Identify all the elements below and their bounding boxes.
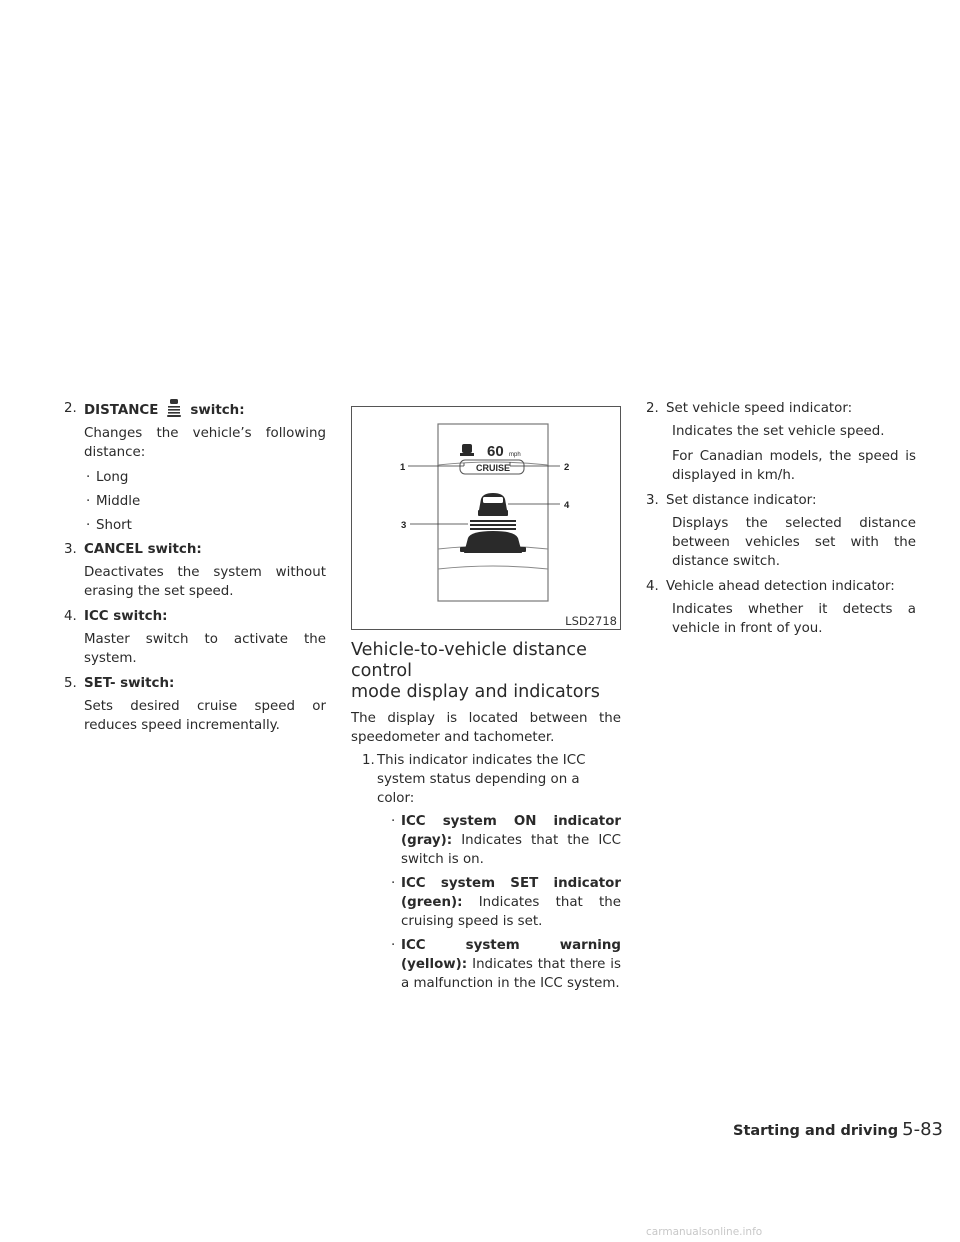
list-item-short [84,516,326,535]
list-item-warning [389,936,621,993]
item-title: Set vehicle speed indicator: [666,401,853,416]
item-label: SET- switch: [84,676,175,691]
item-label: DISTANCE [84,403,159,418]
list-item-middle [84,492,326,511]
bullet-text: Indicates that there is a malfunction in the ICC system. [401,957,621,991]
list-item-icc-switch [64,607,326,626]
heading-line-2: mode display and indicators [351,682,600,702]
item-description: Master switch to activate the system. [84,632,326,666]
list-item-distance-switch [64,399,326,420]
callout-label-4: 4 [564,500,570,511]
item-description: Changes the vehicle’s following distance: [84,426,326,460]
callout-label-2: 2 [564,462,570,473]
column-middle [351,406,621,998]
bullet-label: ICC system warning (yellow): [401,938,621,972]
option-label: Middle [96,494,141,509]
bullet-dot: · [86,470,91,485]
icc-display-figure [351,406,621,630]
bullet-dot: · [391,938,396,953]
bullet-dot: · [86,518,91,533]
item-description: Deactivates the system without erasing the set speed. [84,565,326,599]
item-number: 3. [64,542,77,557]
item-number: 4. [646,579,659,594]
item-label-suffix: switch: [190,403,245,418]
page-number: 5-83 [902,1119,943,1140]
bullet-text: Indicates that the cruising speed is set. [401,895,621,929]
section-heading [351,640,621,703]
item-description: Sets desired cruise speed or reduces speed incrementally. [84,699,326,733]
list-item-distance-indicator [646,491,916,510]
item-description: For Canadian models, the speed is displayed in km/h. [672,449,916,483]
item-text: This indicator indicates the ICC system status depending on a color: [377,753,586,806]
item-description: Indicates the set vehicle speed. [672,424,885,439]
distance-icon [164,399,184,417]
heading-line-1: Vehicle-to-vehicle distance control [351,640,587,681]
section-title: Starting and driving [733,1123,899,1139]
item-label: ICC switch: [84,609,168,624]
speed-unit: mph [509,452,521,458]
list-item-set-switch [64,674,326,693]
option-label: Short [96,518,132,533]
option-label: Long [96,470,129,485]
bullet-dot: · [391,876,396,891]
list-item-speed-indicator [646,399,916,418]
list-item-set-indicator [389,874,621,931]
callout-label-1: 1 [400,462,406,473]
bullet-dot: · [86,494,91,509]
item-number: 2. [64,401,77,416]
bullet-dot: · [391,814,396,829]
list-item-on-indicator [389,812,621,869]
item-number: 4. [64,609,77,624]
item-description: Displays the selected distance between vehicles set with the distance switch. [672,516,916,569]
column-left [64,399,326,741]
item-title: Vehicle ahead detection indicator: [666,579,895,594]
callout-label-3: 3 [401,520,407,531]
bullet-label: ICC system SET indicator (green): [401,876,621,910]
page-footer [733,1120,943,1141]
item-number: 2. [646,401,659,416]
own-vehicle-icon [460,531,526,553]
bullet-text: Indicates that the ICC switch is on. [401,833,621,867]
vehicle-ahead-icon [478,493,508,516]
icc-car-icon [460,444,474,456]
item-number: 5. [64,676,77,691]
item-title: Set distance indicator: [666,493,817,508]
icc-display-illustration [352,407,620,629]
list-item-vehicle-ahead-indicator [646,577,916,596]
item-number: 3. [646,493,659,508]
cruise-label: CRUISE [476,463,511,473]
item-description: Indicates whether it detects a vehicle in front of you. [672,602,916,636]
set-speed-readout: 60 [487,443,504,460]
display-divider-lower [438,566,548,569]
item-number: 1. [362,753,375,768]
intro-text: The display is located between the speedometer and tachometer. [351,711,621,745]
list-item-cancel-switch [64,540,326,559]
list-item-icc-status [351,751,621,808]
bullet-label: ICC system ON indicator (gray): [401,814,621,848]
distance-bars [470,520,516,530]
watermark: carmanualsonline.info [646,1226,763,1238]
figure-code: LSD2718 [565,614,617,628]
column-right [646,399,916,644]
item-label: CANCEL switch: [84,542,202,557]
list-item-long [84,468,326,487]
